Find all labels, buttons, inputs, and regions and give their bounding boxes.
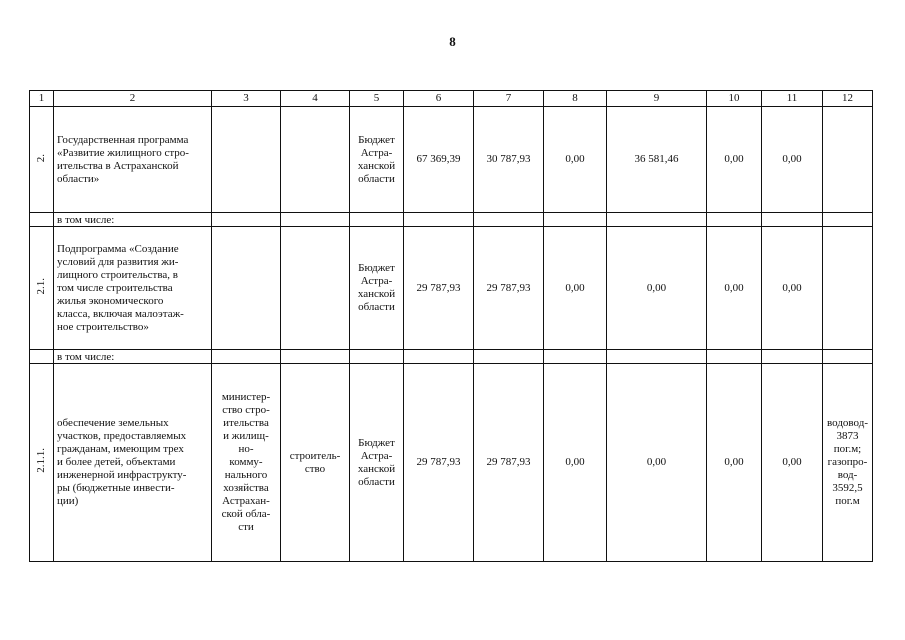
value-cell: 0,00: [544, 364, 607, 562]
empty-cell: [762, 213, 823, 227]
table-row: [30, 227, 873, 350]
value-cell: 0,00: [762, 364, 823, 562]
empty-cell: [281, 213, 350, 227]
empty-cell: [762, 350, 823, 364]
value-cell: 0,00: [607, 364, 707, 562]
value-cell: 29 787,93: [474, 227, 544, 350]
value-cell: 29 787,93: [474, 364, 544, 562]
column-header: 10: [707, 91, 762, 107]
empty-cell: [544, 213, 607, 227]
column-header: 8: [544, 91, 607, 107]
value-cell: 0,00: [762, 107, 823, 213]
empty-cell: [350, 350, 404, 364]
row-number: 2.1.: [35, 277, 47, 295]
program-name-cell: обеспечение земельных участков, предоставляемых гражданам, имеющим трех и более детей, объектами инженерной инфраструкту- ры (бюджетные инвести- ции): [54, 364, 212, 562]
empty-cell: [823, 213, 873, 227]
row-number: 2.1.1.: [35, 448, 47, 473]
row-number: 2.: [35, 153, 47, 162]
column-header: 3: [212, 91, 281, 107]
funding-source-cell: Бюджет Астра- ханской области: [350, 107, 404, 213]
value-cell: 0,00: [544, 107, 607, 213]
value-cell: 0,00: [707, 227, 762, 350]
column-header: 2: [54, 91, 212, 107]
row-number-cell: [30, 227, 54, 350]
empty-cell: [281, 350, 350, 364]
empty-cell: [474, 350, 544, 364]
value-cell: 0,00: [707, 364, 762, 562]
empty-cell: [474, 213, 544, 227]
column-header: 4: [281, 91, 350, 107]
page-number: 8: [449, 34, 456, 49]
table-row: [30, 364, 873, 562]
executor-cell: [212, 227, 281, 350]
value-cell: 30 787,93: [474, 107, 544, 213]
column-header: 11: [762, 91, 823, 107]
value-cell: 67 369,39: [404, 107, 474, 213]
table-header-row: [30, 91, 873, 107]
empty-cell: [212, 350, 281, 364]
empty-cell: [350, 213, 404, 227]
column-header: 12: [823, 91, 873, 107]
value-cell: 29 787,93: [404, 227, 474, 350]
table-row-subheading: [30, 213, 873, 227]
empty-cell: [404, 350, 474, 364]
result-cell: [823, 107, 873, 213]
empty-cell: [607, 350, 707, 364]
value-cell: 0,00: [762, 227, 823, 350]
direction-cell: [281, 107, 350, 213]
empty-cell: [607, 213, 707, 227]
table-row-subheading: [30, 350, 873, 364]
subheading-label: в том числе:: [54, 350, 212, 364]
column-header: 7: [474, 91, 544, 107]
empty-cell: [30, 350, 54, 364]
column-header: 1: [30, 91, 54, 107]
empty-cell: [404, 213, 474, 227]
column-header: 9: [607, 91, 707, 107]
empty-cell: [212, 213, 281, 227]
result-cell: водовод- 3873 пог.м; газопро- вод- 3592,5 пог.м: [823, 364, 873, 562]
empty-cell: [707, 350, 762, 364]
funding-source-cell: Бюджет Астра- ханской области: [350, 364, 404, 562]
empty-cell: [544, 350, 607, 364]
funding-source-cell: Бюджет Астра- ханской области: [350, 227, 404, 350]
value-cell: 29 787,93: [404, 364, 474, 562]
value-cell: 36 581,46: [607, 107, 707, 213]
program-name-cell: Подпрограмма «Создание условий для развития жи- лищного строительства, в том числе строительства жилья экономического класса, включая малоэтаж- ное строительство»: [54, 227, 212, 350]
column-header: 5: [350, 91, 404, 107]
empty-cell: [823, 350, 873, 364]
empty-cell: [30, 213, 54, 227]
executor-cell: [212, 107, 281, 213]
value-cell: 0,00: [544, 227, 607, 350]
direction-cell: строитель- ство: [281, 364, 350, 562]
row-number-cell: [30, 107, 54, 213]
empty-cell: [707, 213, 762, 227]
value-cell: 0,00: [607, 227, 707, 350]
program-name-cell: Государственная программа «Развитие жилищного стро- ительства в Астраханской области»: [54, 107, 212, 213]
direction-cell: [281, 227, 350, 350]
result-cell: [823, 227, 873, 350]
subheading-label: в том числе:: [54, 213, 212, 227]
column-header: 6: [404, 91, 474, 107]
budget-table: [29, 90, 873, 562]
row-number-cell: [30, 364, 54, 562]
executor-cell: министер- ство стро- ительства и жилищ- но- комму- нального хозяйства Астрахан- ской обла- сти: [212, 364, 281, 562]
value-cell: 0,00: [707, 107, 762, 213]
table-row: [30, 107, 873, 213]
